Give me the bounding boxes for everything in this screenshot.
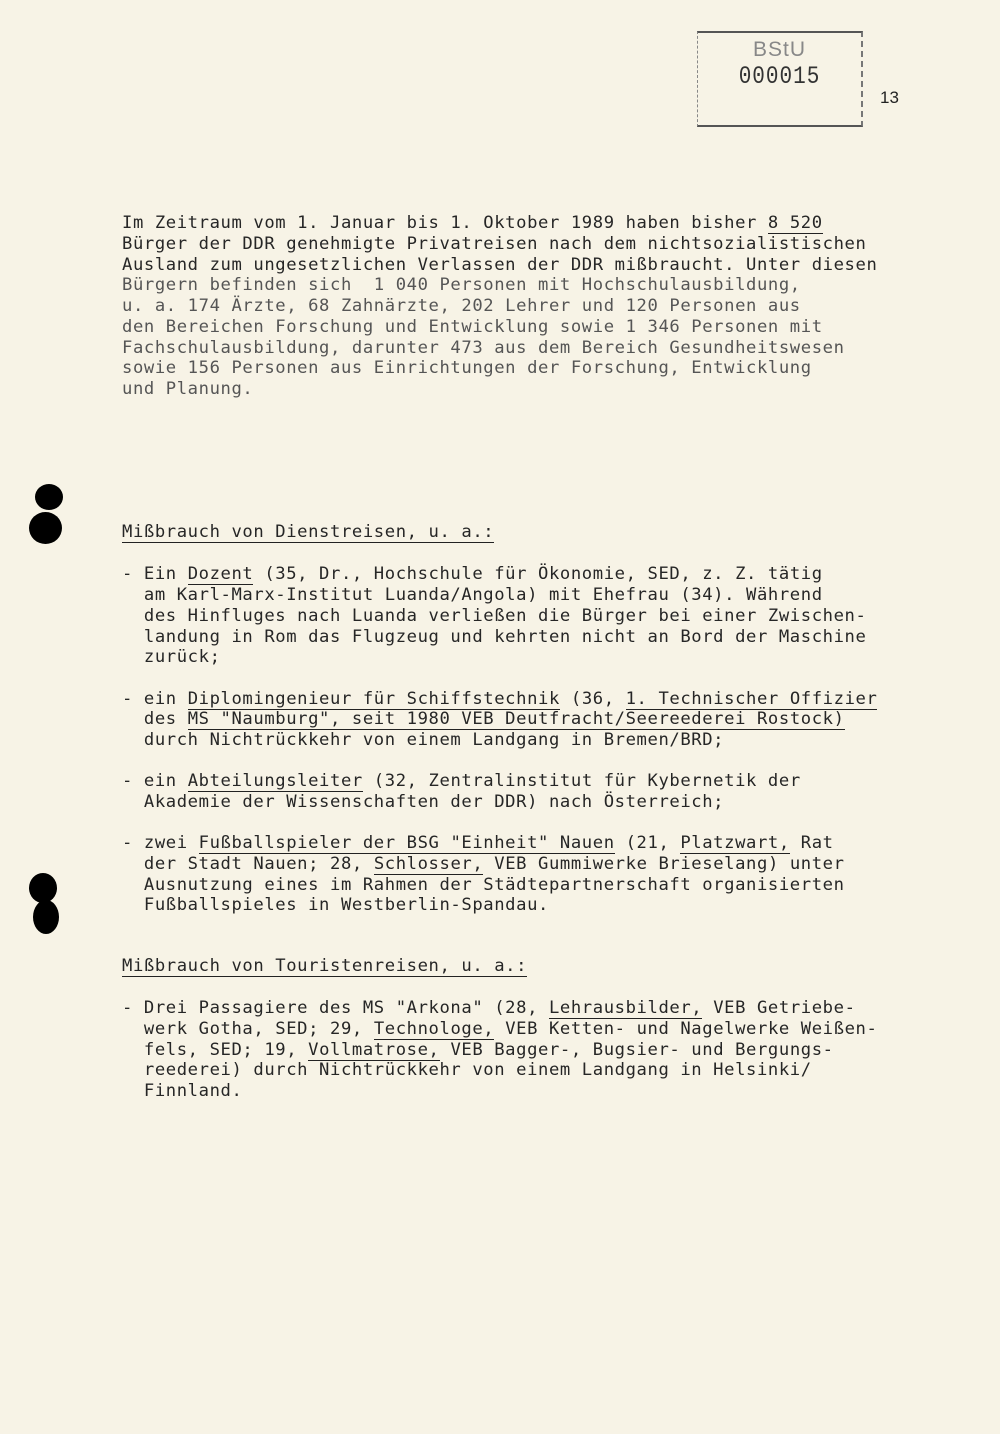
text-line: Fachschulausbildung, darunter 473 aus dem Bereich Gesundheitswesen bbox=[122, 338, 845, 358]
punch-hole-icon bbox=[29, 512, 62, 544]
stamp-title: BStU bbox=[752, 38, 806, 61]
text-line: u. a. 174 Ärzte, 68 Zahnärzte, 202 Lehrer und 120 Personen aus bbox=[122, 296, 801, 316]
section-heading: Mißbrauch von Touristenreisen, u. a.: bbox=[122, 956, 528, 976]
text-line: Ausland zum ungesetzlichen Verlassen der DDR mißbraucht. Unter diesen bbox=[122, 255, 878, 275]
stamp-number: 000015 bbox=[738, 63, 821, 92]
punch-hole-icon bbox=[29, 873, 57, 903]
archive-stamp bbox=[697, 31, 863, 127]
text-line: sowie 156 Personen aus Einrichtungen der Forschung, Entwicklung bbox=[122, 358, 812, 378]
emigrant-count: 8 520 bbox=[767, 213, 823, 233]
text-line: und Planung. bbox=[122, 379, 254, 399]
section-heading: Mißbrauch von Dienstreisen, u. a.: bbox=[122, 522, 495, 542]
text-line: Bürgern befinden sich 1 040 Personen mit Hochschulausbildung, bbox=[122, 275, 801, 295]
punch-hole-icon bbox=[33, 900, 59, 934]
text-line: Im Zeitraum vom 1. Januar bis 1. Oktober 1989 haben bisher 8 520 bbox=[122, 213, 823, 233]
text-line: den Bereichen Forschung und Entwicklung sowie 1 346 Personen mit bbox=[122, 317, 823, 337]
page-number: 13 bbox=[880, 88, 899, 107]
punch-hole-icon bbox=[35, 484, 63, 510]
text-line: Bürger der DDR genehmigte Privatreisen nach dem nichtsozialistischen bbox=[122, 234, 867, 254]
